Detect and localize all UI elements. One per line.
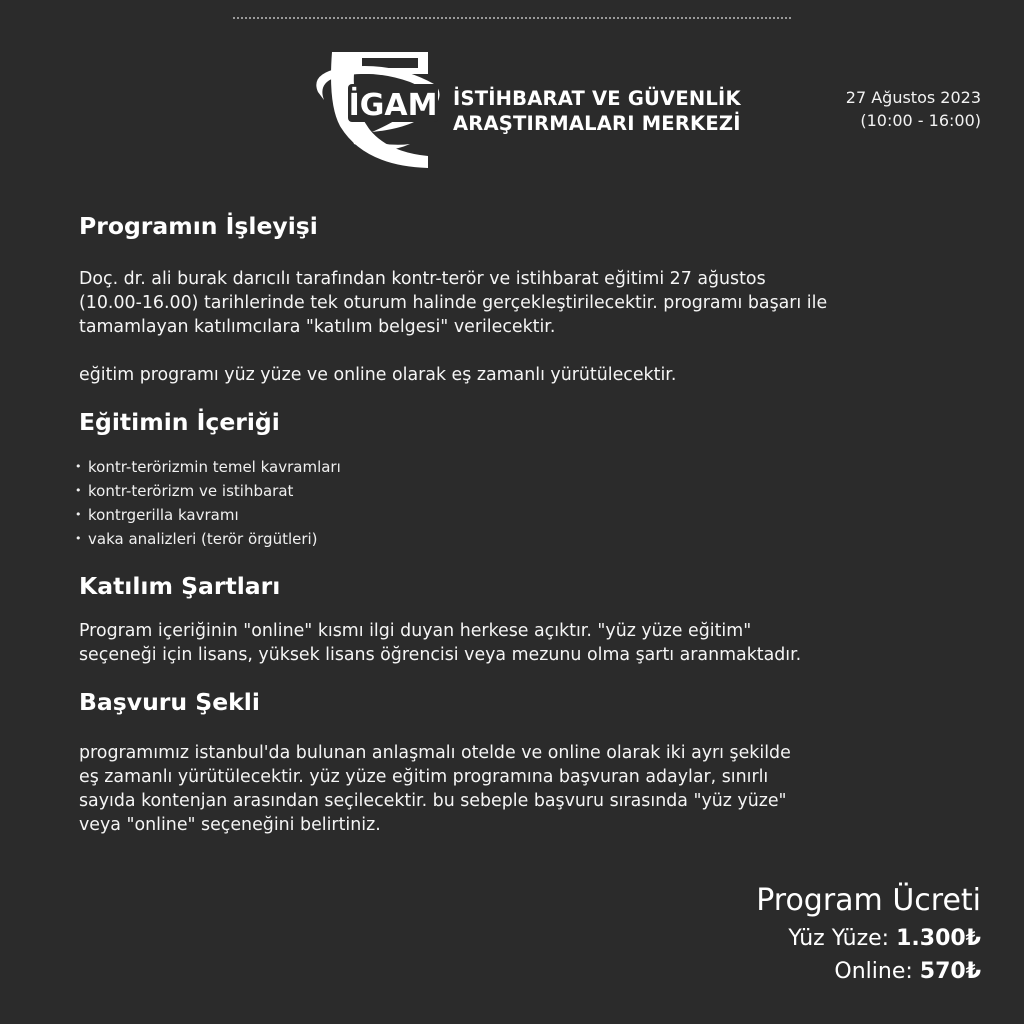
event-date [846, 86, 981, 132]
application-line-2: eş zamanlı yürütülecektir. yüz yüze eğitim programına başvuran adaylar, sınırlı [79, 767, 769, 787]
section-title-requirements: Katılım Şartları [79, 572, 281, 600]
fee-face-to-face [756, 922, 981, 955]
application-line-1: programımız istanbul'da bulunan anlaşmalı otelde ve online olarak iki ayrı şekilde [79, 743, 791, 763]
list-item: • kontrgerilla kavramı [75, 503, 959, 527]
organization-name [453, 86, 741, 136]
logo-text: İGAM [348, 88, 438, 123]
requirements-line-1: Program içeriğinin "online" kısmı ilgi duyan herkese açıktır. "yüz yüze eğitim" [79, 621, 752, 641]
fee-title: Program Ücreti [756, 883, 981, 918]
org-name-line1: İSTİHBARAT VE GÜVENLİK [453, 87, 741, 110]
igam-emblem-icon [310, 44, 450, 172]
fee-face-label: Yüz Yüze: [788, 926, 890, 951]
event-date-text: 27 Ağustos 2023 [845, 88, 981, 107]
org-name-line2: ARAŞTIRMALARI MERKEZİ [453, 112, 741, 135]
application-line-3: sayıda kontenjan arasından seçilecektir. bu sebeple başvuru sırasında "yüz yüze" [79, 791, 787, 811]
list-item: • kontr-terörizmin temel kavramları [75, 455, 959, 479]
process-line-1: Doç. dr. ali burak darıcılı tarafından kontr-terör ve istihbarat eğitimi 27 ağustos [79, 269, 766, 289]
program-fee [756, 880, 981, 988]
application-line-4: veya "online" seçeneğini belirtiniz. [79, 815, 381, 835]
list-item: • vaka analizleri (terör örgütleri) [75, 527, 959, 551]
process-line-4: eğitim programı yüz yüze ve online olarak eş zamanlı yürütülecektir. [79, 365, 677, 385]
fee-online-price: 570₺ [919, 959, 981, 984]
list-item: • kontr-terörizm ve istihbarat [75, 479, 959, 503]
process-line-3: tamamlayan katılımcılara "katılım belgesi" verilecektir. [79, 317, 556, 337]
fee-online [756, 955, 981, 988]
fee-face-price: 1.300₺ [896, 926, 981, 951]
content-list [79, 455, 959, 551]
section-title-application: Başvuru Şekli [79, 688, 260, 716]
igam-logo [310, 44, 741, 172]
dotted-divider [233, 17, 791, 19]
section-title-content: Eğitimin İçeriği [79, 408, 280, 436]
main-content [79, 210, 959, 837]
event-time-text: (10:00 - 16:00) [860, 111, 981, 130]
fee-online-label: Online: [834, 959, 913, 984]
section-title-process: Programın İşleyişi [79, 212, 318, 240]
requirements-line-2: seçeneği için lisans, yüksek lisans öğrencisi veya mezunu olma şartı aranmaktadır. [79, 645, 802, 665]
process-line-2: (10.00-16.00) tarihlerinde tek oturum halinde gerçekleştirilecektir. programı başarı ile [79, 293, 828, 313]
